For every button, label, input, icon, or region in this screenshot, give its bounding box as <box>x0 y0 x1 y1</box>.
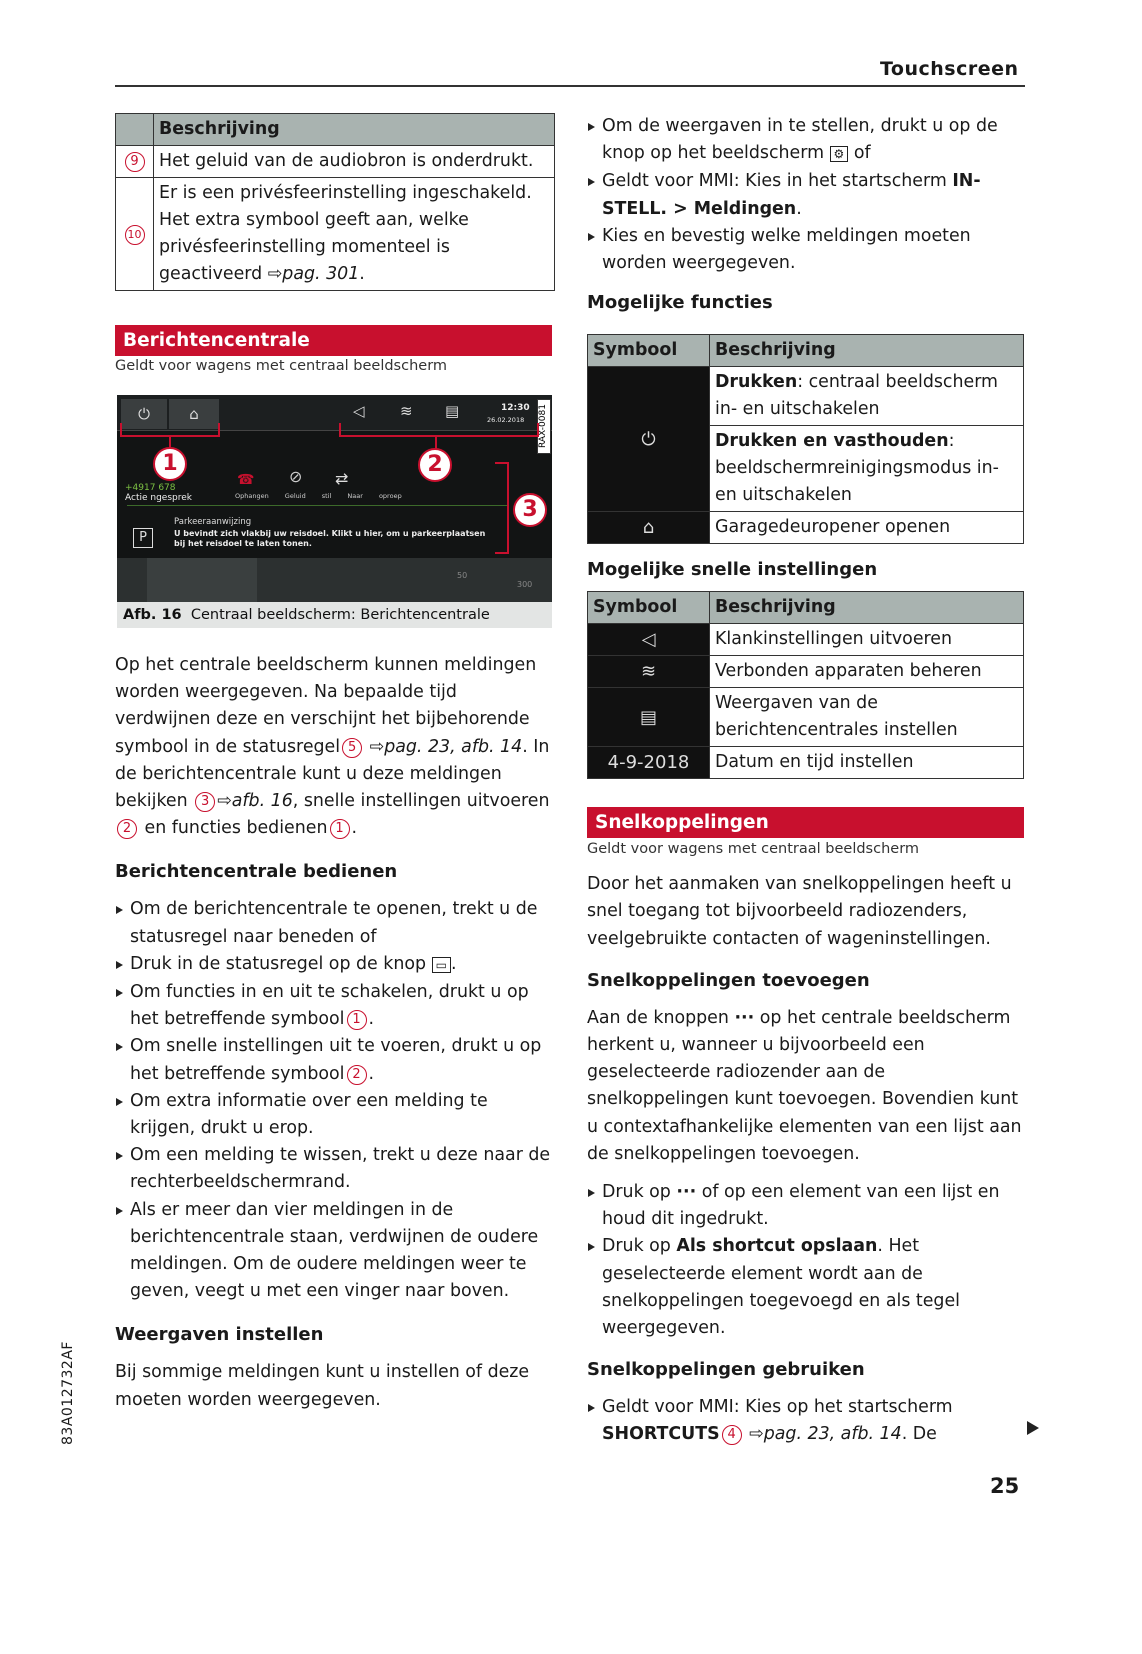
header-rule <box>115 85 1025 87</box>
step-item <box>587 1394 1007 1448</box>
quick-settings-table: Symbool Beschrijving ◁ Klankinstellingen uitvoeren ≋ Verbonden apparaten beheren ▤ Weergaven van de berichtencentrales instellen 4-9-2018 Datum en tijd instellen <box>587 591 1024 779</box>
text: . De <box>901 1424 937 1445</box>
step-item <box>587 168 1027 222</box>
table-row: 10 Er is een privésfeerinstelling ingeschakeld. Het extra symbool geeft aan, welke privésfeerinstelling momenteel is geactiveerd ⇨pag. 301. <box>116 178 555 291</box>
section-subtitle: Geldt voor wagens met centraal beeldscherm <box>587 841 920 858</box>
table-row <box>588 367 1024 426</box>
text: Als er meer dan vier meldingen in de berichtencentrale staan, verdwijnen de oudere meldingen. Om de oudere meldingen weer te geven, veegt u met een vinger naar boven. <box>130 1199 539 1302</box>
step-item <box>115 1088 555 1142</box>
document-code: 83A012732AF <box>60 1341 76 1445</box>
text: . Het geselecteerde element wordt aan de snelkoppelingen toegevoegd en als tegel weergegeven. <box>602 1236 961 1339</box>
section-title-berichtencentrale: Berichtencentrale <box>115 325 552 356</box>
step-item <box>115 1033 555 1087</box>
heading-functies: Mogelijke functies <box>587 292 773 314</box>
text: of op een element van een lijst en houd dit ingedrukt. <box>602 1182 1000 1230</box>
heading-toevoegen: Snelkoppelingen toevoegen <box>587 969 870 991</box>
speaker-icon: ◁ <box>353 402 365 420</box>
text: Druk op <box>602 1182 677 1203</box>
status-symbol-table <box>115 113 555 291</box>
speaker-icon: ◁ <box>641 629 656 651</box>
right-column-text <box>587 113 1027 1449</box>
date-symbol: 4-9-2018 <box>607 752 690 774</box>
screen-power-icon: ⏻ <box>121 399 167 429</box>
toevoegen-steps <box>587 1179 1027 1342</box>
call-actions: Ophangen Geluid stil Naar oproep <box>235 492 402 500</box>
wifi-devices-icon: ≋ <box>400 402 413 420</box>
intro-paragraph <box>115 652 550 842</box>
step-item <box>115 979 555 1033</box>
callout-number: 1 <box>347 1010 367 1030</box>
button-symbol-icon: ▭ <box>432 957 451 973</box>
callout-3: 3 <box>513 493 547 527</box>
text: Geldt voor MMI: Kies in het startscherm <box>602 171 953 192</box>
button-symbol-icon: ⚙ <box>830 146 849 162</box>
text: Om snelle instellingen uit te voeren, drukt u op het betreffende symbool <box>130 1036 542 1084</box>
weergaven-paragraph: Bij sommige meldingen kunt u instellen of deze moeten worden weergegeven. <box>115 1362 530 1410</box>
section-title-snelkoppelingen: Snelkoppelingen <box>587 807 1024 838</box>
table-row: 9 Het geluid van de audiobron is onderdrukt. <box>116 146 555 178</box>
text: Garagedeuropener openen <box>715 517 951 538</box>
text: Druk in de statusregel op de knop <box>130 953 432 974</box>
text: . <box>450 953 457 974</box>
text: Om de berichtencentrale te openen, trekt u de statusregel naar beneden of <box>130 899 538 947</box>
step-item <box>587 113 1027 168</box>
section-subtitle: Geldt voor wagens met centraal beeldscherm <box>115 358 448 374</box>
hangup-icon[interactable]: ☎ <box>237 472 255 488</box>
text: Om functies in en uit te schakelen, drukt u op het betreffende symbool <box>130 982 529 1030</box>
description: Verbonden apparaten beheren <box>710 656 1024 688</box>
weergaven-steps <box>587 113 1027 277</box>
heading-bedienen: Berichtencentrale bedienen <box>115 861 398 883</box>
callout-9: 9 <box>125 152 145 172</box>
step-item <box>587 1233 1027 1342</box>
description: Datum en tijd instellen <box>710 747 1024 779</box>
step-item <box>115 1197 555 1306</box>
table-row <box>588 656 1024 688</box>
left-column-text <box>115 652 555 1414</box>
callout-number: 5 <box>342 738 362 758</box>
callout-1: 1 <box>153 447 187 481</box>
text: en functies bedienen <box>139 818 328 839</box>
cross-reference[interactable]: ⇨afb. 16 <box>217 791 293 812</box>
bold-term: ··· <box>676 1182 697 1203</box>
bold-term: ··· <box>734 1007 755 1028</box>
callout-number: 2 <box>347 1065 367 1085</box>
cross-reference[interactable]: ⇨pag. 23, afb. 14 <box>364 736 523 757</box>
text: : centraal beeldscherm in- en uitschakelen <box>715 372 998 420</box>
toevoegen-paragraph <box>587 1005 1027 1168</box>
callout-number: 2 <box>117 819 137 839</box>
figure-message-center: ⏻ ⌂ ◁ ≋ ▤ 12:30 26.02.2018 RAX-0081 +4917 678 Actie ngesprek ☎ ⊘ ⇄ Ophangen Geluid stil Naar oproep P Parkeeraanwijzing U bevindt zich vlakbij uw reisdoel. Klikt u hier, om u parkeerplaatsen bij het reisdoel te laten tonen. 50 300 1 2 3 Afb. 16 Centraal beeldscherm: Berichtencentrale <box>117 395 552 628</box>
figure-code: RAX-0081 <box>537 399 551 454</box>
text: Kies en bevestig welke meldingen moeten worden weergegeven. <box>602 225 971 274</box>
text: of <box>848 143 871 164</box>
text: Aan de knoppen <box>587 1007 735 1028</box>
table-header: Beschrijving <box>154 114 555 146</box>
parking-icon: P <box>133 528 153 548</box>
triangle-right-icon[interactable] <box>1027 1421 1039 1435</box>
wifi-devices-icon: ≋ <box>640 661 657 683</box>
description: Klankinstellingen uitvoeren <box>710 624 1024 656</box>
table-row <box>588 747 1024 779</box>
table-row <box>588 512 1024 544</box>
text: . <box>368 1063 375 1084</box>
text: Om een melding te wissen, trekt u deze naar de rechterbeeldschermrand. <box>130 1145 551 1193</box>
screen-power-icon: ⏻ <box>641 428 656 450</box>
page-number: 25 <box>990 1474 1020 1498</box>
step-item <box>587 223 1027 277</box>
step-item <box>115 1142 555 1196</box>
bold-term: Drukken en vasthouden <box>715 431 949 452</box>
text: Druk op <box>602 1236 677 1257</box>
bold-term: Drukken <box>715 372 798 393</box>
functions-table: Symbool Beschrijving ⏻ Drukken: centraal beeldscherm in- en uitschakelen Drukken en vasthouden: beeldschermreinigingsmodus in- en uitschakelen ⌂ Garagedeuropener openen <box>587 334 1024 544</box>
garage-door-icon: ⌂ <box>642 517 655 539</box>
table-row <box>588 688 1024 747</box>
figure-caption: Afb. 16 Centraal beeldscherm: Berichtencentrale <box>117 602 552 628</box>
call-status: Actie ngesprek <box>125 493 192 503</box>
caller-number: +4917 678 <box>125 483 176 493</box>
swap-call-icon[interactable]: ⇄ <box>335 469 349 488</box>
callout-number: 1 <box>330 819 350 839</box>
bedienen-steps <box>115 896 555 1305</box>
message-settings-icon: ▤ <box>639 706 657 728</box>
parking-notice[interactable]: U bevindt zich vlakbij uw reisdoel. Klikt u hier, om u parkeerplaatsen bij het reisdoel te laten tonen. <box>174 529 486 548</box>
bold-term: IN-STELL. > Meldingen <box>602 171 981 219</box>
text: . <box>368 1009 375 1030</box>
text: Om de weergaven in te stellen, drukt u op de knop op het beeldscherm <box>602 116 998 164</box>
step-item <box>115 951 555 979</box>
text: . <box>796 198 802 219</box>
text: op het centrale beeldscherm herkent u, wanneer u bijvoorbeeld een geselecteerde radiozender aan de snelkoppelingen kunt toevoegen. Bovendien kunt u contextafhankelijke elementen van een lijst aan de snelkoppelingen toevoegen. <box>587 1007 1022 1164</box>
text: Op het centrale beeldscherm kunnen meldingen worden weergegeven. Na bepaalde tijd verdwijnen deze en verschijnt het bijbehorende symbool in de statusregel <box>115 655 537 757</box>
callout-10: 10 <box>125 225 145 245</box>
gebruiken-steps <box>587 1394 1007 1448</box>
text: . In de berichtencentrale kunt u deze meldingen bekijken <box>115 736 550 812</box>
heading-snelle: Mogelijke snelle instellingen <box>587 559 878 581</box>
running-header: Touchscreen <box>880 58 1019 80</box>
text: , snelle instellingen uitvoeren <box>292 791 550 812</box>
step-item <box>587 1179 1027 1233</box>
message-settings-icon: ▤ <box>445 402 460 420</box>
callout-2: 2 <box>418 448 452 482</box>
bold-term: Als shortcut opslaan <box>676 1236 878 1257</box>
text: : beeldschermreinigingsmodus in- en uitschakelen <box>715 431 999 506</box>
table-row <box>588 624 1024 656</box>
step-item <box>115 896 555 950</box>
text: . <box>351 818 358 839</box>
heading-weergaven: Weergaven instellen <box>115 1324 324 1346</box>
description: Weergaven van de berichtencentrales instellen <box>710 688 1024 747</box>
heading-gebruiken: Snelkoppelingen gebruiken <box>587 1359 865 1381</box>
snel-intro: Door het aanmaken van snelkoppelingen heeft u snel toegang tot bijvoorbeeld radiozenders, veelgebruikte contacten of wageninstellingen. <box>587 874 1012 949</box>
mute-mic-icon[interactable]: ⊘ <box>289 467 303 486</box>
cross-reference[interactable]: ⇨pag. 23, afb. 14 <box>743 1424 902 1445</box>
text: Geldt voor MMI: Kies op het startscherm <box>602 1397 953 1418</box>
text: Om extra informatie over een melding te krijgen, drukt u erop. <box>130 1090 488 1139</box>
page-reference[interactable]: ⇨pag. 301 <box>267 264 360 284</box>
garage-door-icon: ⌂ <box>169 399 219 429</box>
bold-term: SHORTCUTS <box>602 1424 720 1445</box>
callout-number: 3 <box>195 792 215 812</box>
callout-number: 4 <box>722 1425 742 1445</box>
